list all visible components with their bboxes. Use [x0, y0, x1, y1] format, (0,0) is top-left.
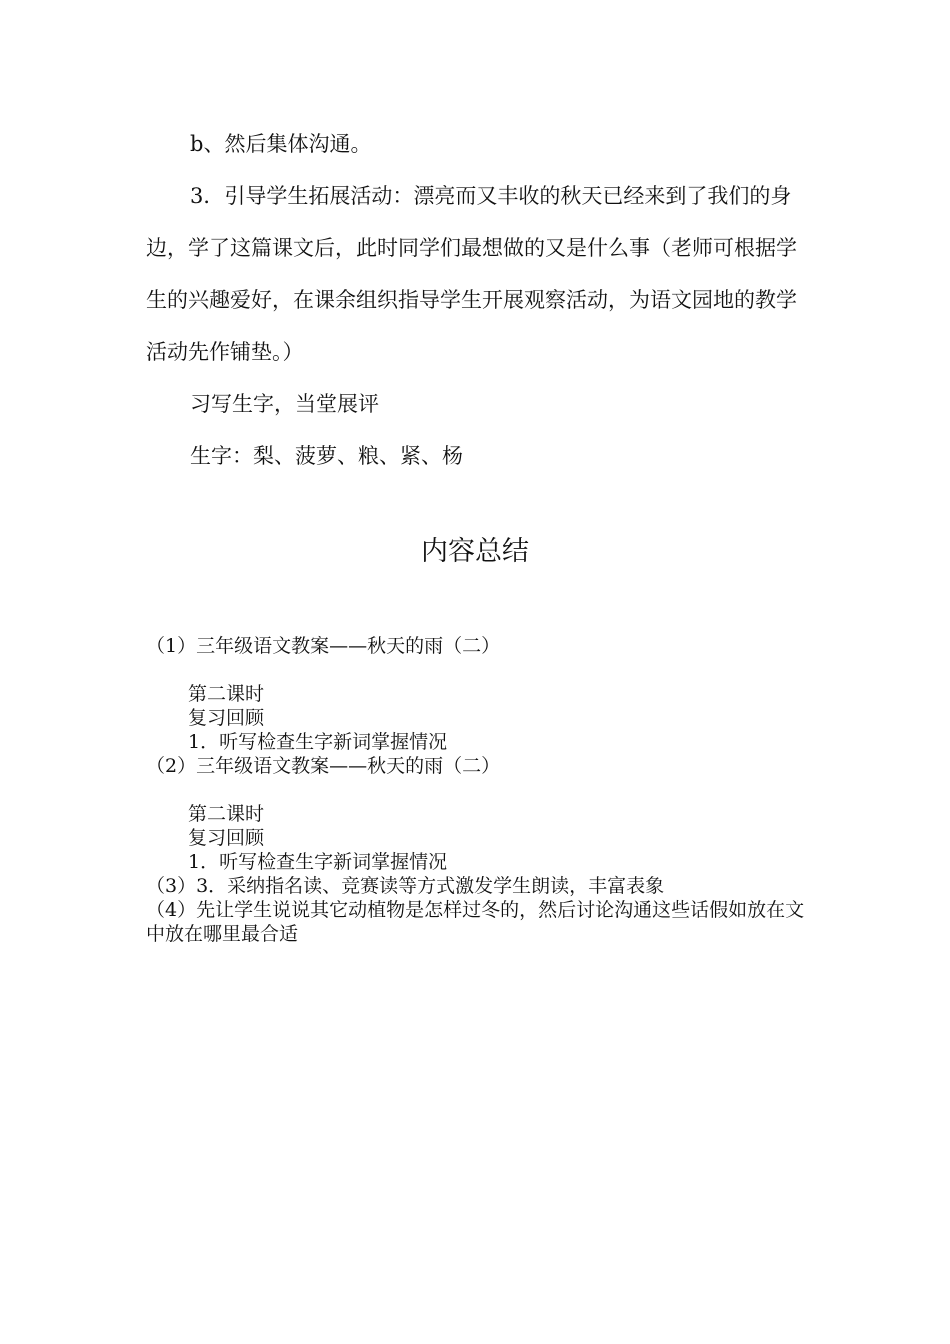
summary-item-3: （3）3．采纳指名读、竞赛读等方式激发学生朗读，丰富表象 — [146, 875, 665, 897]
summary-item-1-line: 1．听写检查生字新词掌握情况 — [188, 731, 448, 753]
spacer — [146, 658, 810, 682]
body-text — [146, 118, 810, 482]
summary-item-2-heading: （2）三年级语文教案——秋天的雨（二） — [146, 755, 501, 777]
spacer — [146, 778, 810, 802]
summary-item-2-line: 复习回顾 — [188, 827, 265, 849]
summary-item-4: （4）先让学生说说其它动植物是怎样过冬的，然后讨论沟通这些话假如放在文中放在哪里最合适 — [146, 899, 805, 945]
paragraph-new-characters: 生字：梨、菠萝、粮、紧、杨 — [190, 444, 463, 468]
summary-list — [146, 634, 810, 946]
summary-item-2-line: 第二课时 — [188, 803, 265, 825]
paragraph-line-1: b、然后集体沟通。 — [190, 132, 372, 156]
summary-item-1-line: 复习回顾 — [188, 707, 265, 729]
paragraph-writing-practice: 习写生字，当堂展评 — [190, 392, 379, 416]
summary-item-1-heading: （1）三年级语文教案——秋天的雨（二） — [146, 635, 501, 657]
paragraph-extension-activity: 3．引导学生拓展活动：漂亮而又丰收的秋天已经来到了我们的身边，学了这篇课文后，此时同学们最想做的又是什么事（老师可根据学生的兴趣爱好，在课余组织指导学生开展观察活动，为语文园地的教学活动先作铺垫。） — [146, 184, 797, 364]
summary-title: 内容总结 — [421, 536, 529, 567]
summary-item-2-line: 1．听写检查生字新词掌握情况 — [188, 851, 448, 873]
summary-item-1-line: 第二课时 — [188, 683, 265, 705]
